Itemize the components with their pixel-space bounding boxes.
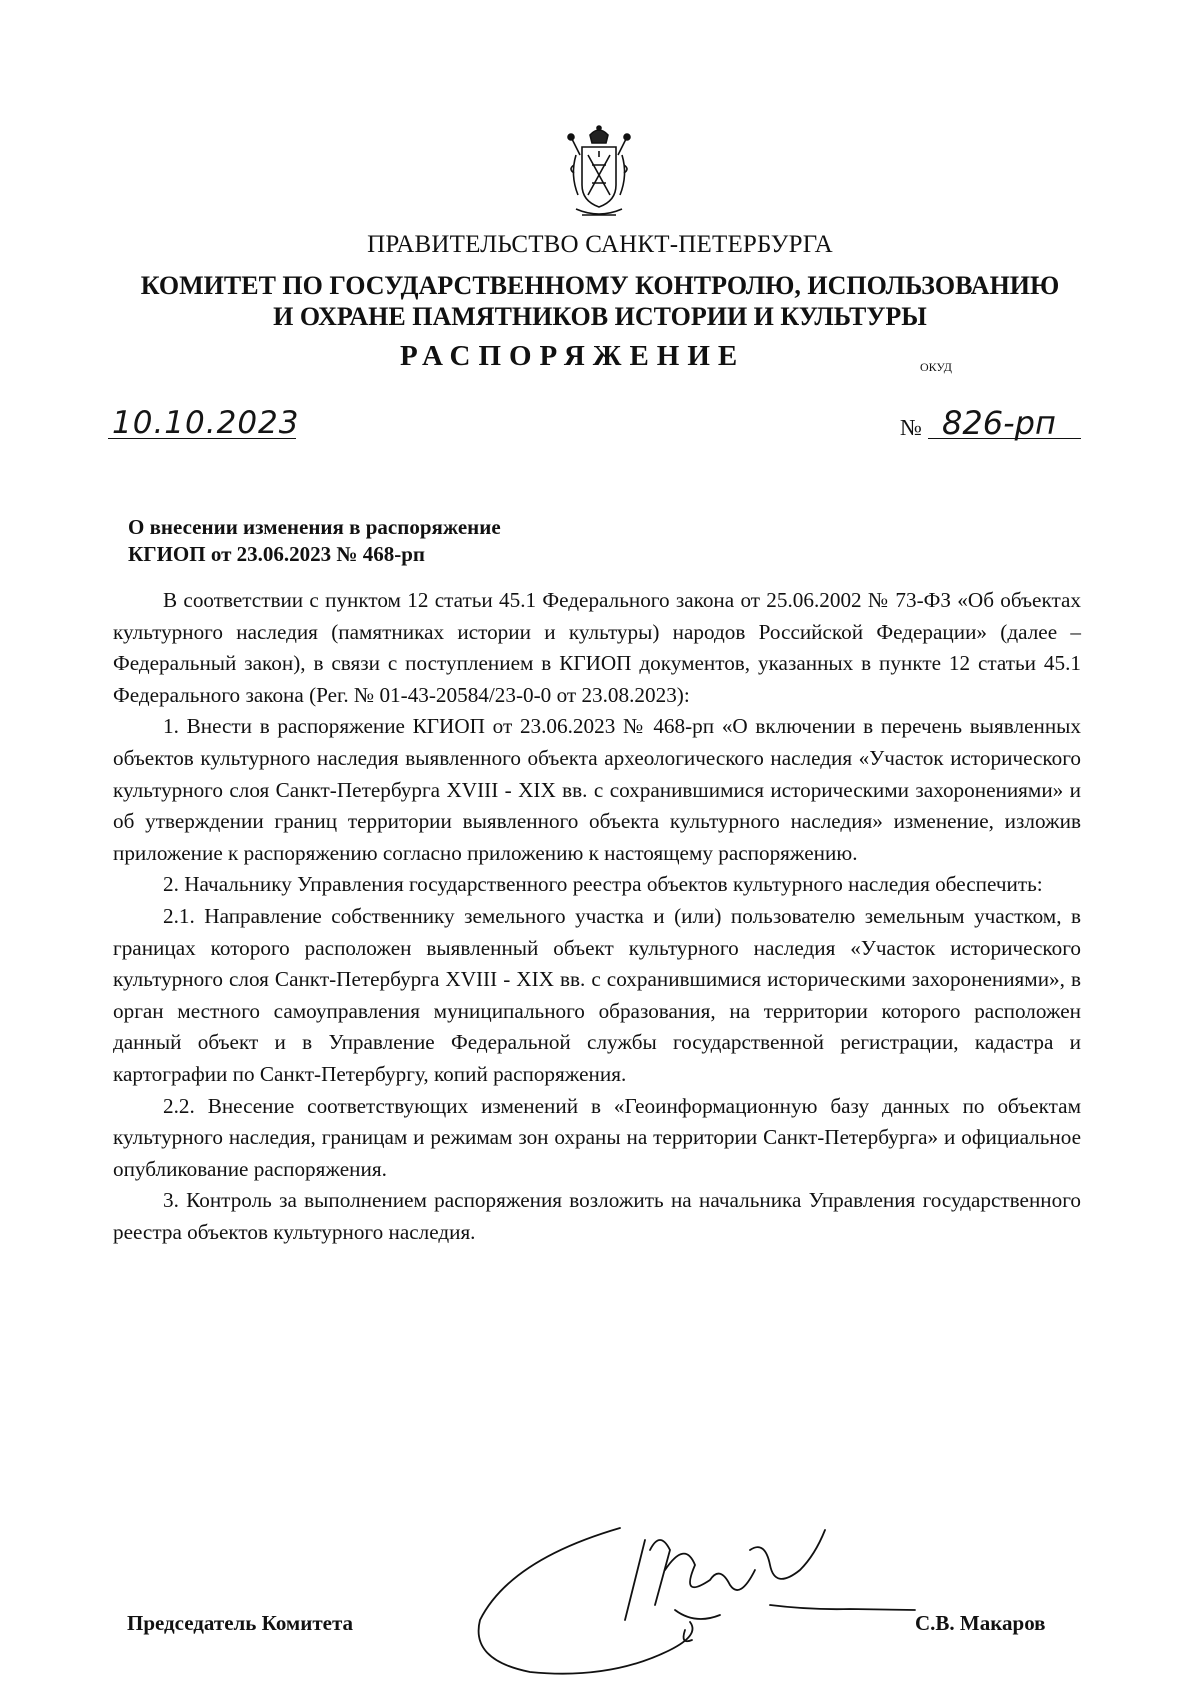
number-sign: № bbox=[900, 415, 922, 440]
signatory-title: Председатель Комитета bbox=[127, 1611, 354, 1635]
paragraph-item-2-2: 2.2. Внесение соответствующих изменений в «Геоинформационную базу данных по объектам культурного наследия, границам и режимам зон охраны на территории Санкт-Петербурга» и официальное опубликование распоряжения. bbox=[113, 1093, 1081, 1181]
okud-label: ОКУД bbox=[920, 360, 952, 374]
paragraph-item-1: 1. Внести в распоряжение КГИОП от 23.06.2023 № 468-рп «О включении в перечень выявленных объектов культурного наследия выявленного объекта археологического наследия «Участок исторического культурного слоя Санкт-Петербурга XVIII - XIX вв. с сохранившимися историческими захоронениями» и об утверждении границ территории выявленного объекта культурного наследия» изменение, изложив приложение к распоряжению согласно приложению к настоящему распоряжению. bbox=[113, 714, 1081, 865]
paragraph-preamble: В соответствии с пунктом 12 статьи 45.1 Федерального закона от 25.06.2002 № 73-ФЗ «Об объектах культурного наследия (памятниках истории и культуры) народов Российской Федерации» (далее – Федеральный закон), в связи с поступлением в КГИОП документов, указанных в пункте 12 статьи 45.1 Федерального закона (Рег. № 01-43-20584/23-0-0 от 23.08.2023): bbox=[113, 588, 1081, 707]
paragraph-item-2-1: 2.1. Направление собственнику земельного участка и (или) пользователю земельным участком, в границах которого расположен выявленный объект культурного наследия «Участок исторического культурного слоя Санкт-Петербурга XVIII - XIX вв. с сохранившимися историческими захоронениями», в орган местного самоуправления муниципального образования, на территории которого расположен данный объект и в Управление Федеральной службы государственной регистрации, кадастра и картографии по Санкт-Петербургу, копий распоряжения. bbox=[113, 903, 1081, 1086]
date-underline bbox=[108, 438, 296, 439]
committee-heading bbox=[0, 270, 1200, 332]
government-heading: ПРАВИТЕЛЬСТВО САНКТ-ПЕТЕРБУРГА bbox=[367, 231, 833, 258]
paragraph-item-2: 2. Начальнику Управления государственного реестра объектов культурного наследия обеспечить: bbox=[163, 872, 1043, 897]
document-type: РАСПОРЯЖЕНИЕ bbox=[400, 340, 746, 372]
number-underline bbox=[928, 438, 1081, 439]
handwritten-signature bbox=[470, 1510, 940, 1680]
document-number: 826-рп bbox=[942, 404, 1056, 442]
subject-line-2: КГИОП от 23.06.2023 № 468-рп bbox=[128, 542, 426, 566]
document-date: 10.10.2023 bbox=[112, 405, 300, 441]
committee-line-2: И ОХРАНЕ ПАМЯТНИКОВ ИСТОРИИ И КУЛЬТУРЫ bbox=[273, 302, 927, 331]
committee-line-1: КОМИТЕТ ПО ГОСУДАРСТВЕННОМУ КОНТРОЛЮ, ИСПОЛЬЗОВАНИЮ bbox=[140, 271, 1060, 300]
document-body bbox=[113, 585, 1081, 1248]
coat-of-arms-emblem bbox=[562, 125, 636, 225]
subject-line-1: О внесении изменения в распоряжение bbox=[128, 515, 501, 539]
paragraph-item-3: 3. Контроль за выполнением распоряжения возложить на начальника Управления государственного реестра объектов культурного наследия. bbox=[113, 1188, 1081, 1244]
signatory-name: С.В. Макаров bbox=[915, 1611, 1046, 1635]
document-subject bbox=[128, 514, 501, 568]
